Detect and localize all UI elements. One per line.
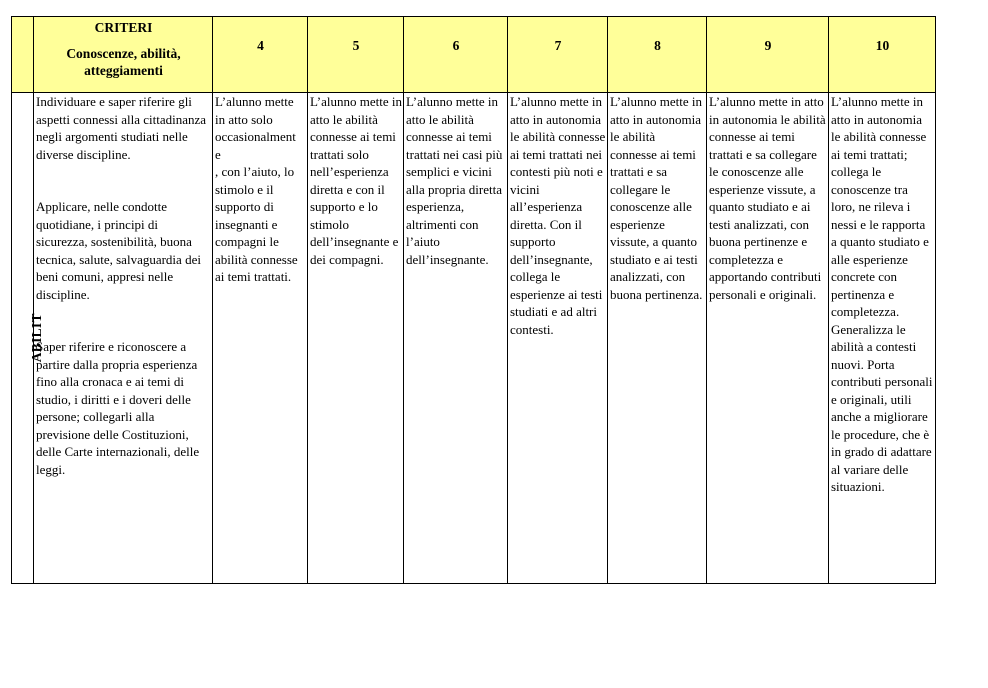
descriptor-text: L’alunno mette in atto in autonomia le abilità connesse ai temi trattati; collega le conoscenze tra loro, ne rileva i nessi e le rapporta a quanto studiato e alle esperienze concrete con pertinenza e completezza. Generalizza le abilità a contesti nuovi. Porta contributi personali e originali, utili anche a migliorare le procedure, che è in grado di adattare al variare delle situazioni. (831, 94, 933, 494)
level-header-5 (308, 17, 404, 93)
descriptor-cell-9 (707, 93, 829, 584)
level-header-6 (404, 17, 508, 93)
level-header-7 (508, 17, 608, 93)
level-label: 4 (257, 38, 264, 53)
criteria-paragraph: Applicare, nelle condotte quotidiane, i principi di sicurezza, sostenibilità, buona tecnica, salute, salvaguardia dei beni comuni, appresi nelle discipline. (36, 199, 201, 302)
row-side-label: ABILIT (28, 313, 44, 363)
criteria-paragraph: Saper riferire e riconoscere a partire dalla propria esperienza fino alla cronaca e ai temi di studio, i diritti e i doveri delle persone; collegarli alla previsione delle Costituzioni, delle Carte internazionali, delle leggi. (36, 339, 200, 477)
level-label: 9 (764, 38, 772, 53)
criteria-paragraph: Individuare e saper riferire gli aspetti connessi alla cittadinanza negli argomenti studiati nelle diverse discipline. (36, 94, 207, 162)
criteria-cell (34, 93, 213, 584)
level-label: 6 (452, 38, 460, 53)
row-side-label-cell (12, 93, 44, 584)
corner-cell (12, 17, 34, 93)
criteria-header (34, 17, 213, 93)
criteria-subtitle: Conoscenze, abilità, atteggiamenti (66, 45, 181, 78)
descriptor-cell-6 (404, 93, 508, 584)
level-label: 8 (654, 38, 661, 53)
descriptor-cell-8 (608, 93, 707, 584)
descriptor-text: L’alunno mette in atto in autonomia le abilità connesse ai temi trattati nei contesti più noti e vicini all’esperienza diretta. Con il supporto dell’insegnante, collega le esperienze ai testi studiati e ad altri contesti. (510, 94, 606, 337)
descriptor-cell-4 (213, 93, 308, 584)
level-label: 7 (554, 38, 562, 53)
descriptor-text: L’alunno mette in atto le abilità connesse ai temi trattati nei casi più semplici e vicini alla propria diretta esperienza, altrimenti con l’aiuto dell’insegnante. (406, 94, 503, 267)
evaluation-rubric-table (11, 16, 936, 584)
level-header-9 (707, 17, 829, 93)
descriptor-cell-10 (829, 93, 936, 584)
descriptor-cell-7 (508, 93, 608, 584)
descriptor-cell-5 (308, 93, 404, 584)
descriptor-text: L’alunno mette in atto in autonomia le abilità connesse ai temi trattati e sa collegare le conoscenze alle esperienze vissute, a quanto studiato e ai testi analizzati, con buona pertinenze e completezza e apportando contributi personali e originali. (709, 94, 826, 302)
level-label: 10 (875, 38, 890, 53)
criteria-title: CRITERI (94, 20, 153, 35)
descriptor-text: L’alunno mette in atto in autonomia le abilità connesse ai temi trattati e sa collegare le conoscenze alle esperienze vissute, a quanto studiato e ai testi analizzati, con buona pertinenza. (610, 94, 703, 302)
level-header-4 (213, 17, 308, 93)
descriptor-text: L’alunno mette in atto solo occasionalment e , con l’aiuto, lo stimolo e il supporto di insegnanti e compagni le abilità connesse ai temi trattati. (215, 94, 298, 284)
abilities-row (12, 93, 936, 584)
header-row (12, 17, 936, 93)
level-header-8 (608, 17, 707, 93)
level-header-10 (829, 17, 936, 93)
level-label: 5 (352, 38, 360, 53)
descriptor-text: L’alunno mette in atto le abilità connesse ai temi trattati solo nell’esperienza diretta e con il supporto e lo stimolo dell’insegnante e dei compagni. (310, 94, 402, 267)
